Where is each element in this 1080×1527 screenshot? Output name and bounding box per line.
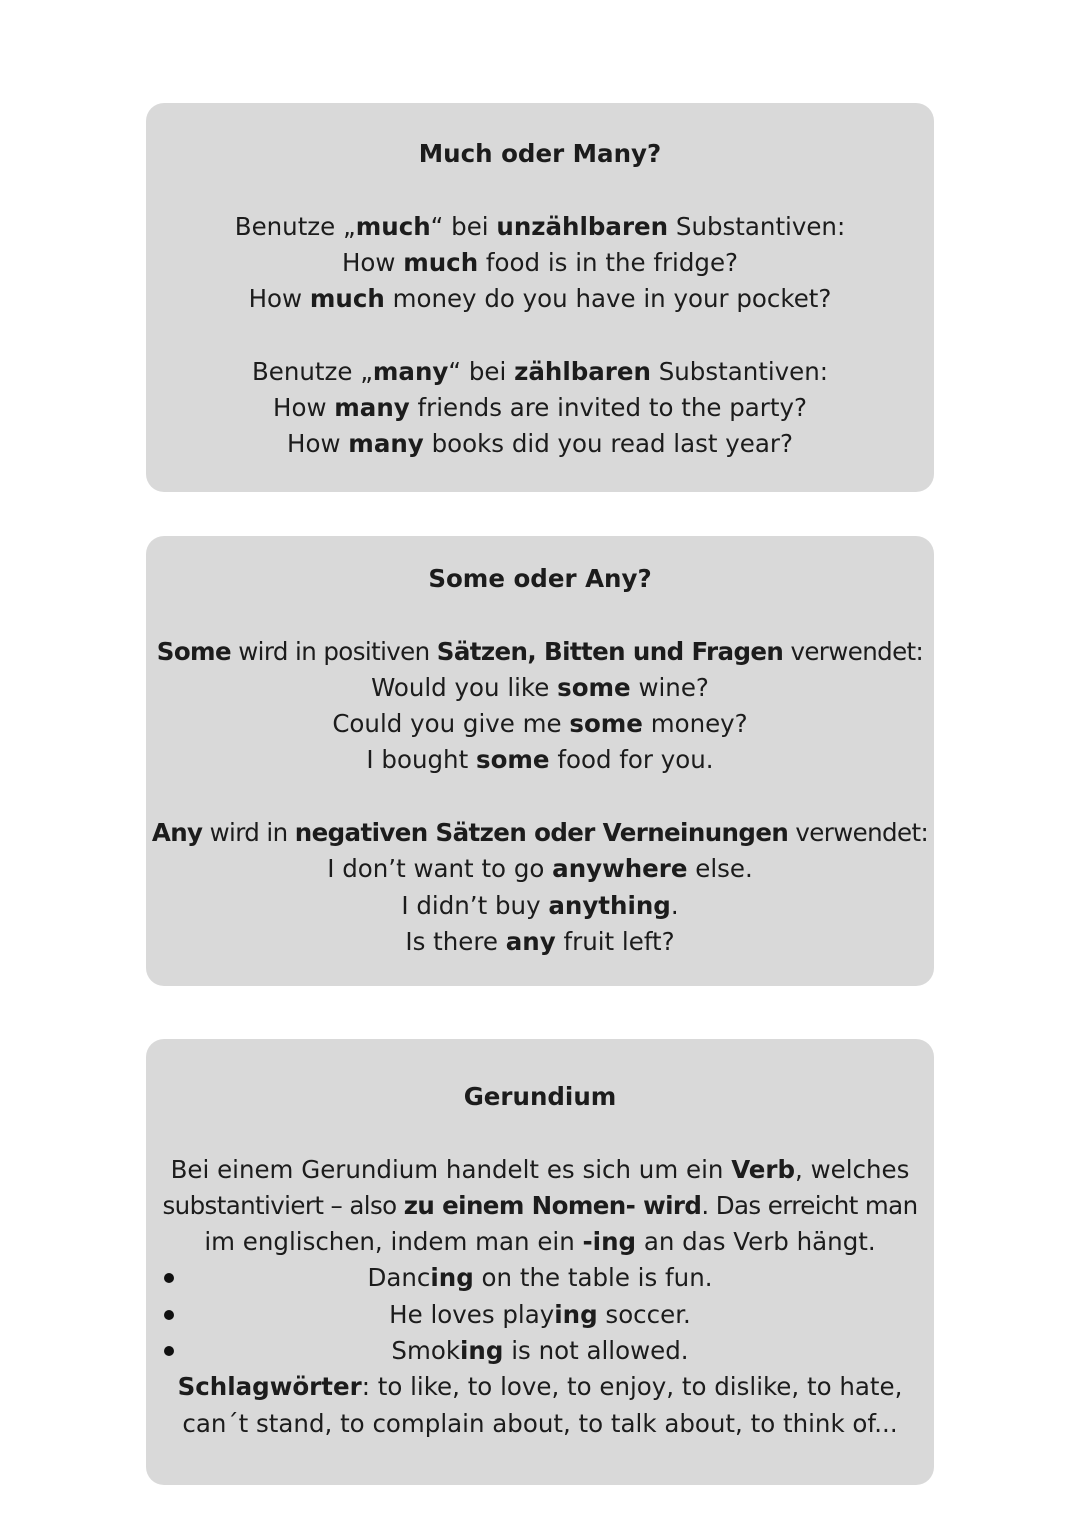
keywords-line: can´t stand, to complain about, to talk about, to think of... <box>182 1408 898 1438</box>
example-sentence: How many friends are invited to the party? <box>273 393 807 423</box>
some-rule: Some wird in positiven Sätzen, Bitten und Fragen verwendet: <box>156 636 924 666</box>
example-sentence: How many books did you read last year? <box>287 429 793 459</box>
card-much-many <box>146 103 934 492</box>
list-item: Dancing on the table is fun. <box>160 1260 920 1296</box>
any-rule: Any wird in negativen Sätzen oder Verneinungen verwendet: <box>151 818 929 848</box>
example-sentence: Could you give me some money? <box>332 709 748 739</box>
intro-line: im englischen, indem man ein -ing an das Verb hängt. <box>204 1227 876 1257</box>
card-title: Some oder Any? <box>428 564 652 593</box>
list-item: Smoking is not allowed. <box>160 1333 920 1369</box>
example-sentence: How much food is in the fridge? <box>341 247 739 277</box>
card-title: Gerundium <box>463 1082 617 1111</box>
example-sentence: I didn’t buy anything. <box>401 890 679 920</box>
many-rule: Benutze „many“ bei zählbaren Substantiven: <box>251 356 829 386</box>
bullet-icon <box>164 1346 174 1356</box>
intro-line: Bei einem Gerundium handelt es sich um ein Verb, welches <box>170 1154 910 1184</box>
keywords-line: Schlagwörter: to like, to love, to enjoy, to dislike, to hate, <box>177 1372 903 1402</box>
card-gerundium <box>146 1039 934 1485</box>
bullet-icon <box>164 1310 174 1320</box>
list-item: He loves playing soccer. <box>160 1297 920 1333</box>
card-some-any <box>146 536 934 986</box>
card-title: Much oder Many? <box>418 139 662 168</box>
example-sentence: How much money do you have in your pocket? <box>248 284 832 314</box>
bullet-icon <box>164 1273 174 1283</box>
example-sentence: Would you like some wine? <box>371 672 709 702</box>
example-sentence: I bought some food for you. <box>366 745 714 775</box>
example-sentence: Is there any fruit left? <box>405 926 675 956</box>
much-rule: Benutze „much“ bei unzählbaren Substantiven: <box>234 211 846 241</box>
intro-line: substantiviert – also zu einem Nomen- wird. Das erreicht man <box>162 1190 918 1220</box>
example-sentence: I don’t want to go anywhere else. <box>327 854 753 884</box>
